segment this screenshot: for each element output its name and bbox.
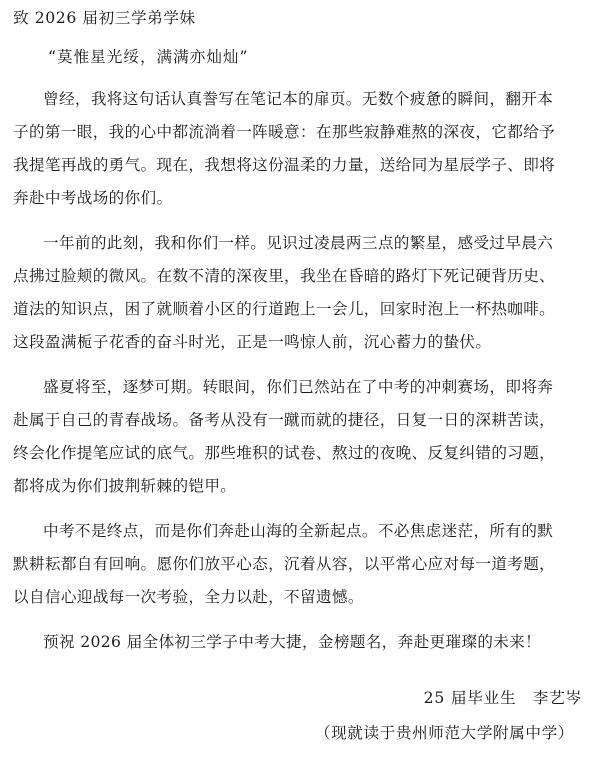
paragraph-2-line-1: 一年前的此刻，我和你们一样。见识过凌晨两三点的繁星，感受过早晨六 [43,234,554,252]
paragraph-1-line-2: 子的第一眼，我的心中都流淌着一阵暖意：在那些寂静难熬的深夜，它都给予 [13,123,556,141]
paragraph-4-line-1: 中考不是终点，而是你们奔赴山海的全新起点。不必焦虑迷茫，所有的默 [43,522,554,540]
paragraph-1-line-3: 我提笔再战的勇气。现在，我想将这份温柔的力量，送给同为星辰学子、即将 [13,156,556,174]
letter-title: 致 2026 届初三学弟学妹 [13,9,196,27]
paragraph-4-line-2: 默耕耘都自有回响。愿你们放平心态，沉着从容，以平常心应对每一道考题， [13,555,556,573]
paragraph-2-line-4: 这段盈满栀子花香的奋斗时光，正是一鸣惊人前，沉心蓄力的蛰伏。 [13,333,492,351]
paragraph-2-line-3: 道法的知识点，困了就顺着小区的行道跑上一会儿，回家时泡上一杯热咖啡。 [13,300,556,318]
paragraph-1-line-4: 奔赴中考战场的你们。 [13,189,173,207]
paragraph-5-line-1: 预祝 2026 届全体初三学子中考大捷，金榜题名，奔赴更璀璨的未来！ [43,633,542,651]
paragraph-3-line-1: 盛夏将至，逐梦可期。转眼间，你们已然站在了中考的冲刺赛场，即将奔 [43,378,554,396]
paragraph-3-line-4: 都将成为你们披荆斩棘的铠甲。 [13,477,237,495]
paragraph-3-line-3: 终会化作提笔应试的底气。那些堆积的试卷、熬过的夜晚、反复纠错的习题， [13,444,556,462]
paragraph-3-line-2: 赴属于自己的青春战场。备考从没有一蹴而就的捷径，日复一日的深耕苦读， [13,411,556,429]
paragraph-1-line-1: 曾经，我将这句话认真誊写在笔记本的扉页。无数个疲惫的瞬间，翻开本 [43,90,554,108]
signature: 25 届毕业生 李艺岑 [423,689,582,707]
paragraph-2-line-2: 点拂过脸颊的微风。在数不清的深夜里，我坐在昏暗的路灯下死记硬背历史、 [13,267,556,285]
quote-line: “莫惟星光绥，满满亦灿灿” [48,48,249,66]
paragraph-4-line-3: 以自信心迎战每一次考验，全力以赴，不留遗憾。 [13,588,364,606]
school-note: （现就读于贵州师范大学附属中学） [314,724,574,742]
